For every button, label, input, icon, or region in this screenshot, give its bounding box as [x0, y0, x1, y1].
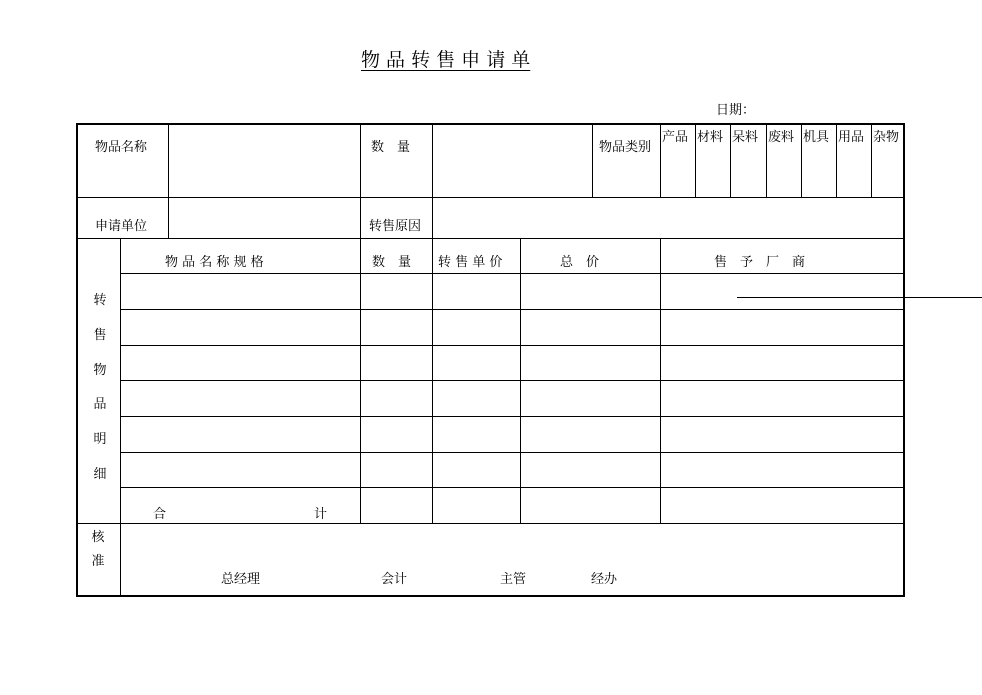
- row-divider: [120, 416, 903, 417]
- form-title: 物 品 转 售 申 请 单: [361, 49, 531, 71]
- header-name-spec: 物 品 名 称 规 格: [165, 255, 264, 270]
- item-name-label: 物品名称: [95, 140, 148, 155]
- row-divider: [120, 452, 903, 453]
- category-idle-stock: 呆料: [732, 130, 759, 145]
- row-divider: [120, 273, 903, 274]
- col-divider: [801, 125, 802, 197]
- category-misc: 杂物: [873, 130, 900, 145]
- detail-side-char: 品: [93, 397, 107, 412]
- category-product: 产品: [662, 130, 689, 145]
- detail-side-char: 物: [93, 363, 107, 378]
- detail-side-char: 售: [93, 328, 107, 343]
- signature-supervisor: 主管: [500, 572, 527, 587]
- row-divider: [78, 238, 903, 239]
- header-unit-price: 转 售 单 价: [438, 255, 503, 270]
- approval-side-char: 准: [91, 554, 105, 569]
- col-divider: [520, 238, 521, 523]
- quantity-label: 数 量: [371, 140, 411, 155]
- col-divider: [360, 125, 361, 523]
- row-divider: [78, 523, 903, 524]
- category-material: 材料: [697, 130, 724, 145]
- col-divider: [120, 238, 121, 595]
- col-divider: [660, 125, 661, 197]
- approval-side-char: 核: [91, 530, 105, 545]
- col-divider: [766, 125, 767, 197]
- detail-side-char: 细: [93, 467, 107, 482]
- header-buyer: 售 予 厂 商: [714, 255, 806, 270]
- col-divider: [432, 125, 433, 523]
- col-divider: [836, 125, 837, 197]
- transfer-form-table: [76, 123, 905, 597]
- signature-general-manager: 总经理: [221, 572, 261, 587]
- total-row-label-right: 计: [314, 507, 328, 522]
- detail-side-char: 明: [93, 432, 107, 447]
- signature-handler: 经办: [591, 572, 618, 587]
- col-divider: [660, 238, 661, 523]
- col-divider: [871, 125, 872, 197]
- header-total-price: 总 价: [560, 255, 600, 270]
- row-divider: [120, 345, 903, 346]
- col-divider: [592, 125, 593, 197]
- category-supplies: 用品: [838, 130, 865, 145]
- category-label: 物品类别: [599, 140, 652, 155]
- signature-accountant: 会计: [381, 572, 408, 587]
- row-divider: [120, 309, 903, 310]
- col-divider: [730, 125, 731, 197]
- date-label: 日期：: [716, 103, 756, 118]
- col-divider: [695, 125, 696, 197]
- row-divider: [120, 380, 903, 381]
- category-equipment: 机具: [803, 130, 830, 145]
- stray-line: [737, 297, 982, 298]
- transfer-reason-label: 转售原因: [369, 219, 422, 234]
- applicant-unit-label: 申请单位: [95, 219, 148, 234]
- header-quantity: 数 量: [372, 255, 412, 270]
- total-row-label-left: 合: [153, 507, 167, 522]
- col-divider: [168, 125, 169, 238]
- category-scrap: 废料: [768, 130, 795, 145]
- row-divider: [120, 487, 903, 488]
- detail-side-char: 转: [93, 293, 107, 308]
- row-divider: [78, 197, 903, 198]
